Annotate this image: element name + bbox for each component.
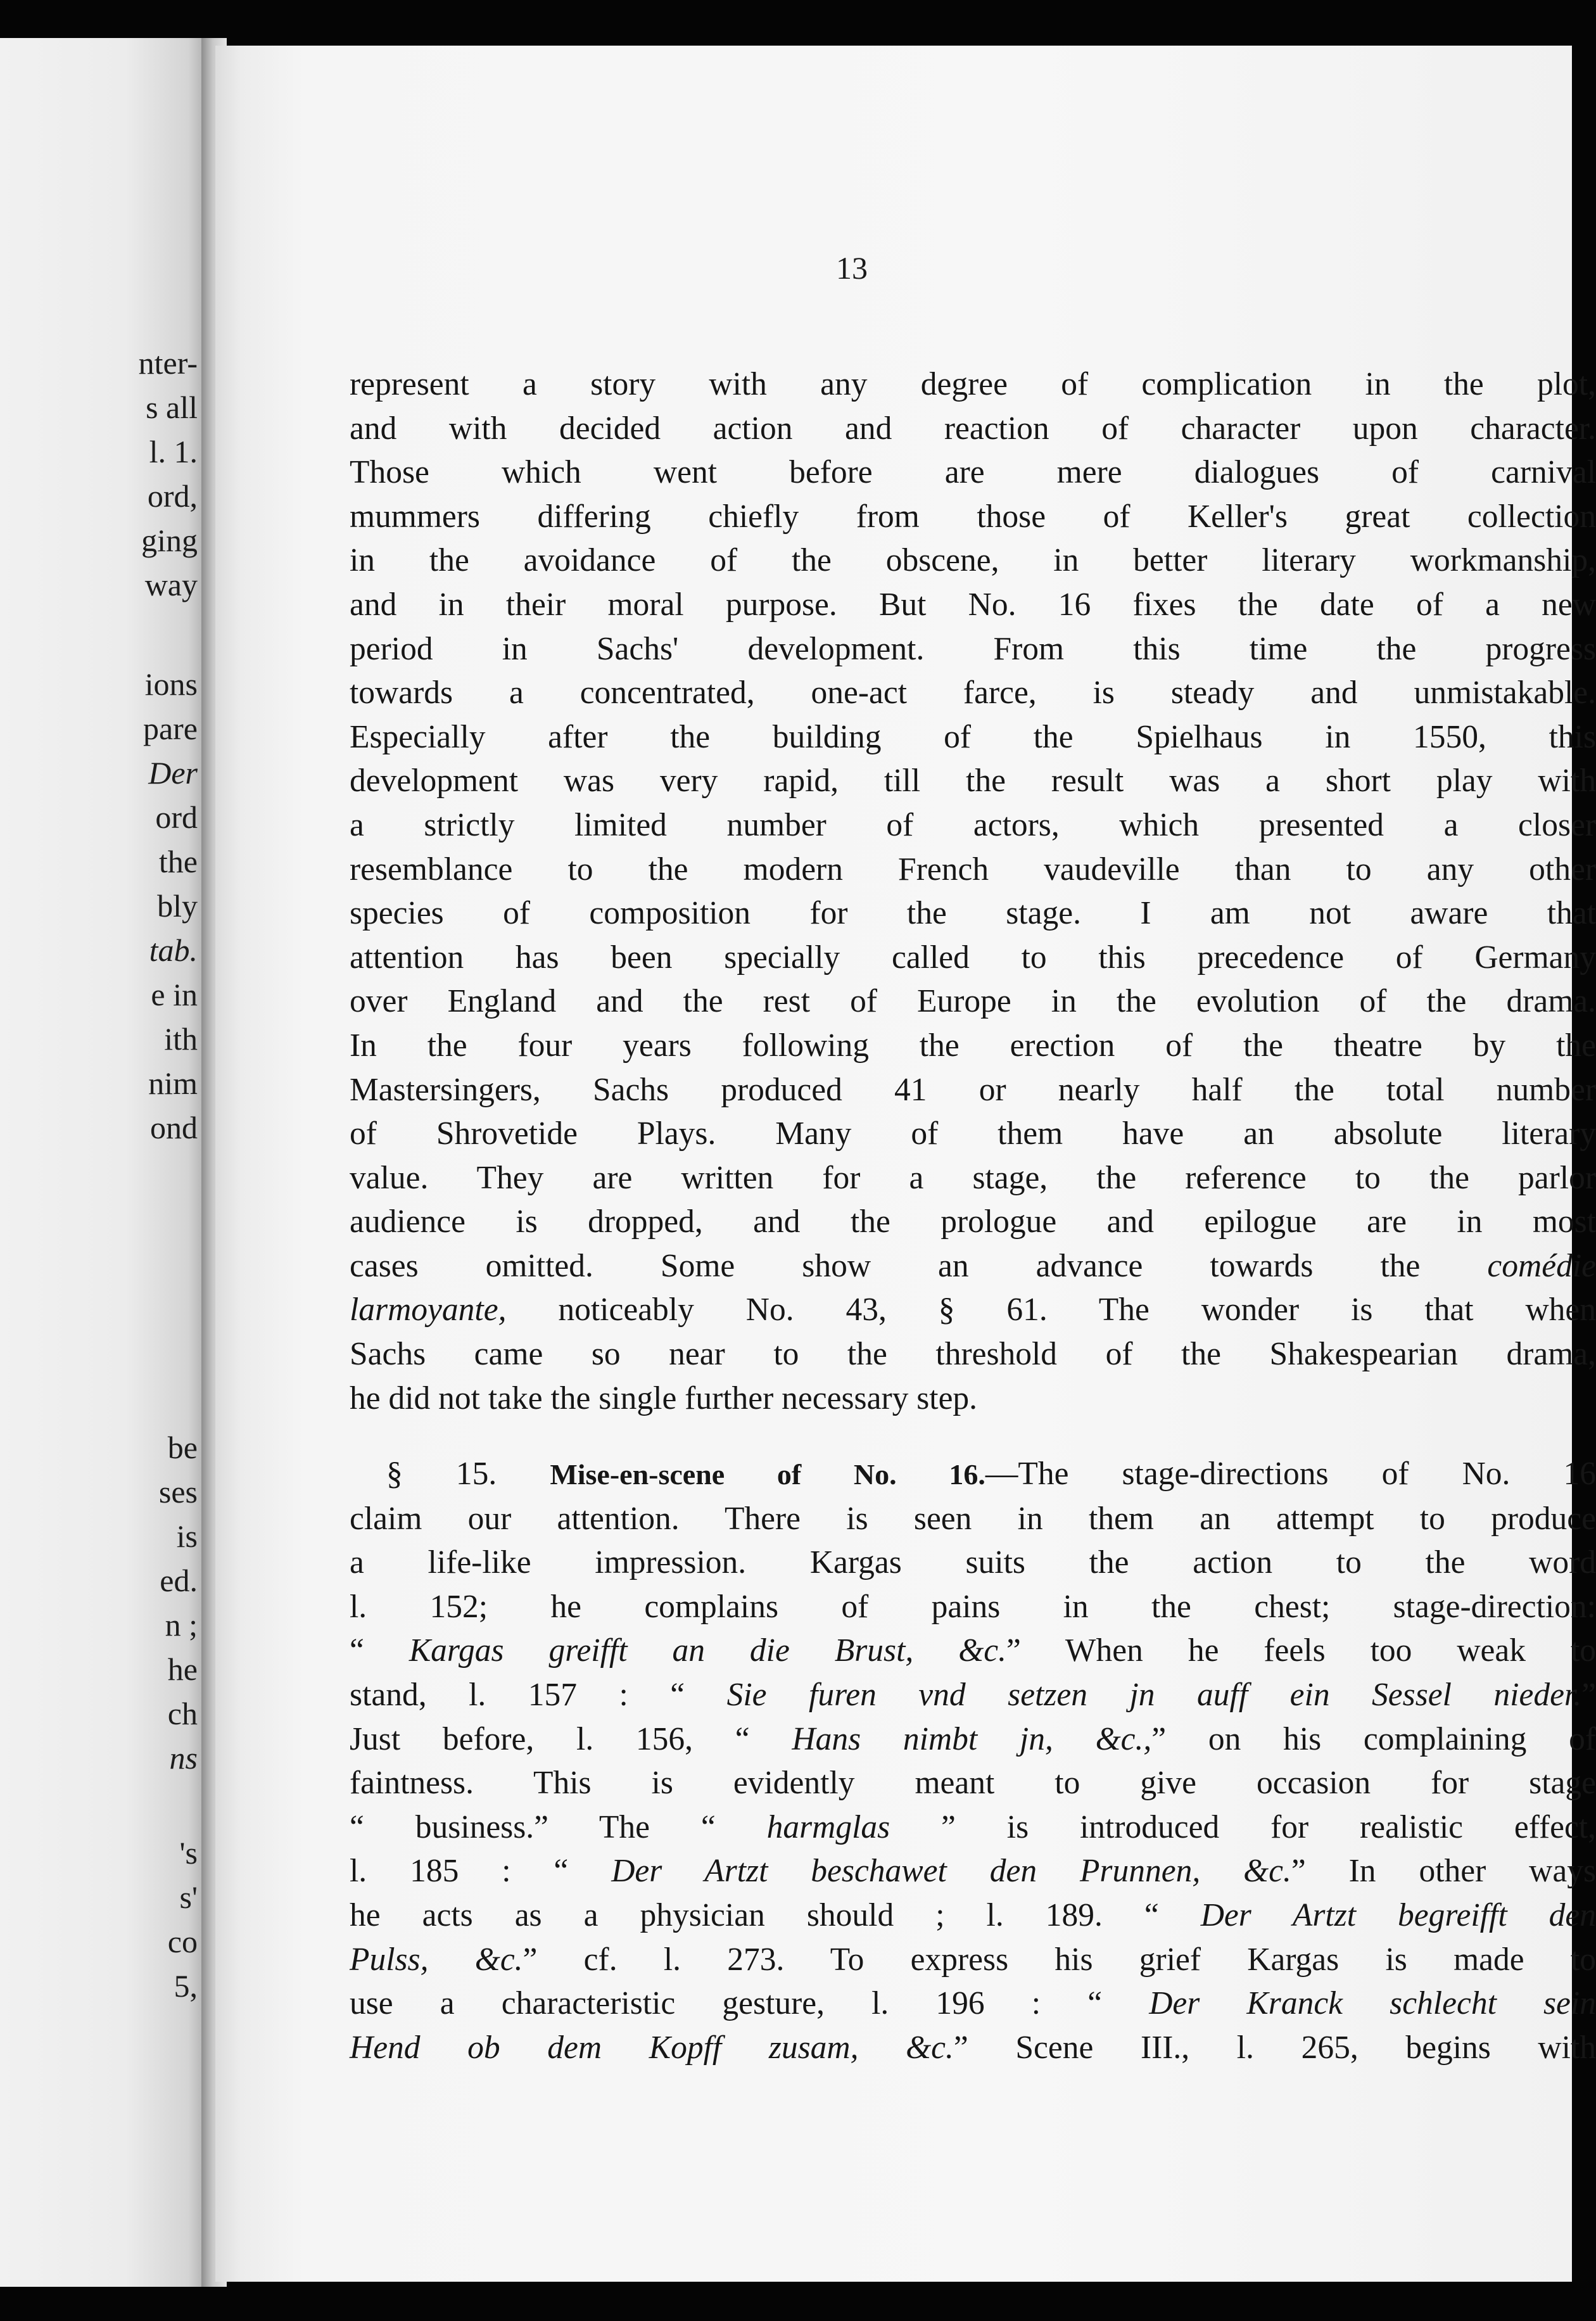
text-line: towards a concentrated, one-act farce, is steady and unmistakable.	[350, 675, 1596, 711]
text-line: Especially after the building of the Spielhaus in 1550, this	[350, 718, 1596, 755]
text-line: and with decided action and reaction of character upon character.	[350, 410, 1596, 447]
text-line: of Shrovetide Plays. Many of them have an absolute literary	[350, 1116, 1596, 1152]
facing-page-text-fragment: co	[167, 1924, 198, 1959]
text-line	[350, 2026, 1596, 2070]
facing-page-text-fragment: ord,	[147, 478, 198, 514]
scan-border-bottom	[0, 2280, 1596, 2321]
text-segment: ” is introduced for realistic effect,	[890, 1809, 1596, 1845]
text-line: over England and the rest of Europe in the evolution of the drama.	[350, 983, 1596, 1020]
facing-page-text-fragment: n ;	[165, 1607, 198, 1643]
text-line: value. They are written for a stage, the reference to the parlor	[350, 1159, 1596, 1196]
facing-page-text-fragment: ord	[155, 799, 198, 835]
text-line: l. 152; he complains of pains in the chest; stage-direction:	[350, 1588, 1596, 1625]
page-number: 13	[836, 250, 868, 286]
text-line: and in their moral purpose. But No. 16 fixes the date of a new	[350, 586, 1596, 623]
section-sign: § 15.	[386, 1456, 497, 1492]
facing-page-text-fragment: nter-	[138, 345, 198, 381]
text-line: a life-like impression. Kargas suits the action to the word	[350, 1544, 1596, 1581]
facing-page-text-fragment: the	[158, 844, 198, 879]
facing-page-text-fragment: ions	[144, 666, 198, 702]
facing-page-text-fragment: is	[176, 1518, 198, 1554]
text-line	[350, 1805, 1596, 1850]
quoted-direction: Der Artzt beschawet den Prunnen, &c.	[611, 1853, 1291, 1890]
facing-page-text-fragment: ch	[167, 1696, 198, 1731]
facing-page-text-fragment: be	[167, 1430, 198, 1465]
text-line	[350, 1981, 1596, 2026]
text-segment: ” cf. l. 273. To express his grief Kargas is made to	[522, 1941, 1596, 1978]
text-line: attention has been specially called to this precedence of Germany	[350, 939, 1596, 976]
text-segment: Just before, l. 156, “	[350, 1720, 792, 1757]
text-line: Sachs came so near to the threshold of the Shakespearian drama,	[350, 1336, 1596, 1373]
quoted-direction: Der Kranck schlecht sein	[1149, 1985, 1596, 2022]
text-line: mummers differing chiefly from those of Keller's great collection	[350, 498, 1596, 535]
text-line: a strictly limited number of actors, which presented a closer	[350, 806, 1596, 843]
text-line: Mastersingers, Sachs produced 41 or nearly half the total number	[350, 1071, 1596, 1108]
text-segment: —The stage-directions of No. 16	[985, 1456, 1596, 1492]
quoted-direction: Pulss, &c.	[350, 1941, 523, 1978]
book-page	[215, 46, 1596, 2282]
quoted-direction: Hend ob dem Kopff zusam, &c.	[350, 2029, 954, 2066]
text-segment: ”	[1581, 1676, 1596, 1713]
text-line	[350, 1717, 1596, 1762]
text-segment: ” Scene III., l. 265, begins with	[953, 2029, 1596, 2066]
text-line: In the four years following the erection of the theatre by the	[350, 1027, 1596, 1064]
text-segment: stand, l. 157 : “	[350, 1676, 727, 1713]
italic-term: harmglas	[766, 1809, 890, 1845]
facing-page-text-fragment: tab.	[149, 932, 198, 968]
facing-page-text-fragment: nim	[148, 1065, 198, 1101]
text-line: audience is dropped, and the prologue and epilogue are in most	[350, 1204, 1596, 1240]
facing-page-text-fragment: ses	[158, 1474, 198, 1510]
text-line: species of composition for the stage. I am not aware that	[350, 895, 1596, 932]
text-line: in the avoidance of the obscene, in better literary workmanship,	[350, 542, 1596, 579]
facing-page-text-fragment: pare	[142, 711, 198, 746]
quoted-direction: Hans nimbt jn, &c.,	[792, 1720, 1152, 1757]
text-line	[350, 1673, 1596, 1717]
facing-page-text-fragment: s'	[179, 1879, 198, 1915]
text-line	[350, 1452, 1596, 1497]
text-line	[350, 1629, 1596, 1673]
quoted-direction: Der Artzt begreifft den	[1200, 1897, 1596, 1933]
facing-page-text-fragment: Der	[148, 755, 198, 791]
facing-page-text-fragment: he	[167, 1651, 198, 1687]
text-segment: ” When he feels too weak to	[1006, 1632, 1596, 1669]
text-segment: use a characteristic gesture, l. 196 : “	[350, 1985, 1150, 2022]
text-segment: ” In other ways	[1291, 1853, 1596, 1890]
text-line	[350, 1288, 1596, 1332]
facing-page-text-fragment: l. 1.	[149, 434, 198, 469]
facing-page	[0, 38, 209, 2287]
text-segment: “ business.” The “	[350, 1809, 767, 1845]
facing-page-text-fragment: e in	[151, 977, 198, 1012]
text-segment: he acts as a physician should ; l. 189. “	[350, 1897, 1201, 1933]
text-line: period in Sachs' development. From this time the progress	[350, 630, 1596, 667]
text-line	[350, 1938, 1596, 1982]
facing-page-text-fragment: ging	[141, 523, 198, 558]
facing-page-text-fragment: ns	[169, 1740, 198, 1776]
facing-page-text-fragment: 5,	[174, 1968, 198, 2004]
text-line: development was very rapid, till the result was a short play with	[350, 763, 1596, 799]
text-line: resemblance to the modern French vaudeville than to any other	[350, 851, 1596, 887]
facing-page-text-fragment: ith	[164, 1021, 198, 1057]
text-segment: “	[350, 1632, 409, 1669]
facing-page-text-fragment: ed.	[160, 1563, 198, 1598]
quoted-direction: Sie furen vnd setzen jn auff ein Sessel nieder.	[726, 1676, 1582, 1713]
text-line	[350, 1849, 1596, 1893]
text-line: he did not take the single further necessary step.	[350, 1380, 978, 1416]
text-line: Those which went before are mere dialogues of carnival	[350, 454, 1596, 491]
text-segment: noticeably No. 43, § 61. The wonder is that when	[506, 1292, 1596, 1328]
facing-page-text-fragment: s all	[146, 390, 198, 425]
paragraph-1	[350, 362, 1596, 1420]
text-line: faintness. This is evidently meant to give occasion for stage	[350, 1765, 1596, 1802]
italic-term: comédie	[1487, 1247, 1596, 1284]
section-heading: Mise-en-scene of No. 16.	[550, 1458, 985, 1491]
quoted-direction: Kargas greifft an die Brust, &c.	[408, 1632, 1007, 1669]
scan-border-top	[0, 0, 1596, 44]
italic-term: larmoyante,	[350, 1292, 507, 1328]
text-segment: cases omitted. Some show an advance towards the	[350, 1247, 1488, 1284]
text-line	[350, 1893, 1596, 1938]
section-15	[350, 1452, 1596, 2070]
text-line	[350, 1244, 1596, 1288]
facing-page-text-fragment: way	[144, 567, 198, 602]
text-line: represent a story with any degree of complication in the plot,	[350, 366, 1596, 402]
facing-page-text-fragment: ond	[150, 1110, 198, 1145]
text-segment: l. 185 : “	[350, 1853, 612, 1890]
facing-page-text-fragment: 's	[179, 1835, 198, 1871]
facing-page-text-fragment: bly	[157, 888, 198, 924]
text-segment: ” on his complaining of	[1151, 1720, 1596, 1757]
text-line: claim our attention. There is seen in them an attempt to produce	[350, 1500, 1596, 1537]
